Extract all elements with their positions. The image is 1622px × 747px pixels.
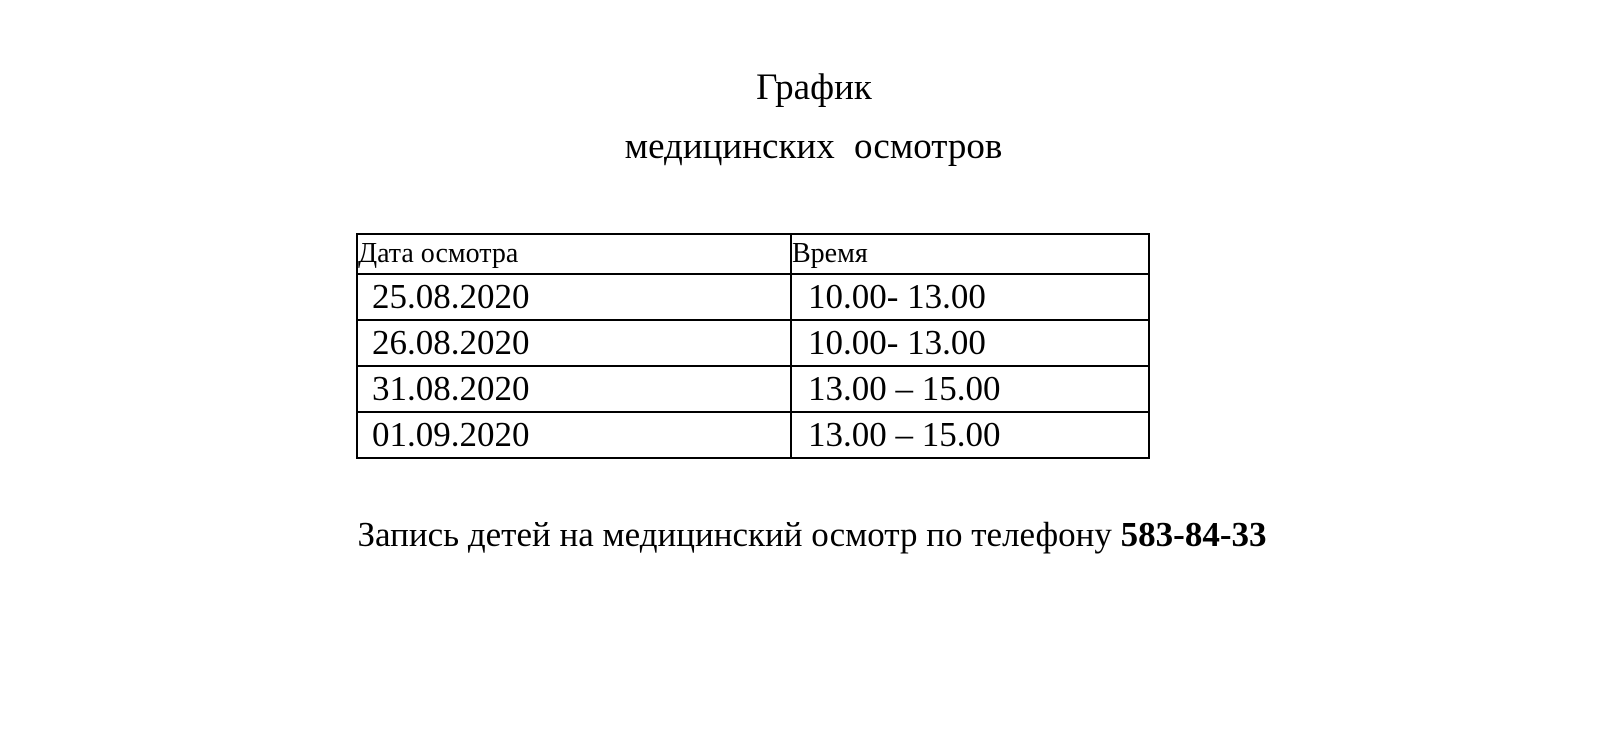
cell-time: 13.00 – 15.00 [791,366,1149,412]
table-header-row [357,234,1149,274]
cell-time: 13.00 – 15.00 [791,412,1149,458]
cell-date: 26.08.2020 [357,320,791,366]
table-row [357,366,1149,412]
page-title: График [756,67,872,108]
table-row [357,320,1149,366]
page-subtitle: медицинских осмотров [624,126,1003,167]
appointment-note [0,514,1622,556]
cell-date: 01.09.2020 [357,412,791,458]
cell-date: 31.08.2020 [357,366,791,412]
column-header-date: Дата осмотра [357,234,791,274]
cell-time: 10.00- 13.00 [791,320,1149,366]
appointment-note-text: Запись детей на медицинский осмотр по телефону [357,515,1121,554]
cell-date: 25.08.2020 [357,274,791,320]
column-header-time: Время [791,234,1149,274]
schedule-table [356,233,1150,459]
phone-number: 583-84-33 [1120,515,1267,554]
cell-time: 10.00- 13.00 [791,274,1149,320]
table-row [357,412,1149,458]
table-row [357,274,1149,320]
